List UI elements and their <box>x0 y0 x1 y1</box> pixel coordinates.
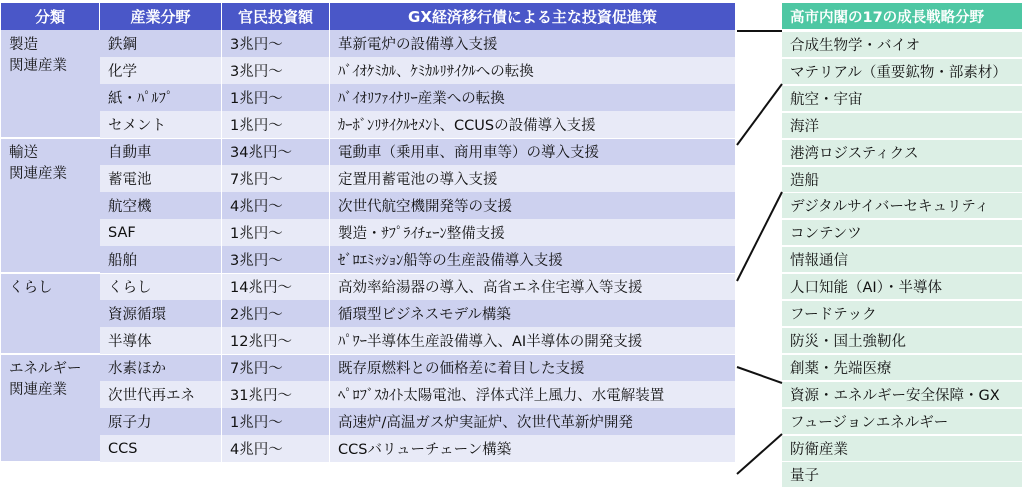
industry-field-cell: 航空機 <box>100 192 222 219</box>
investment-amount-cell: 4兆円〜 <box>222 435 330 462</box>
connector-line <box>737 434 782 474</box>
investment-amount-cell: 7兆円〜 <box>222 165 330 192</box>
investment-amount-cell: 31兆円〜 <box>222 381 330 408</box>
category-cell: エネルギー 関連産業 <box>1 354 100 462</box>
industry-field-cell: 蓄電池 <box>100 165 222 192</box>
industry-field-cell: 原子力 <box>100 408 222 435</box>
industry-field-cell: 次世代再エネ <box>100 381 222 408</box>
investment-measure-cell: 電動車（乗用車、商用車等）の導入支援 <box>330 138 736 165</box>
investment-amount-cell: 3兆円〜 <box>222 57 330 84</box>
header-category: 分類 <box>1 3 100 30</box>
investment-measure-cell: ｶｰﾎﾞﾝﾘｻｲｸﾙｾﾒﾝﾄ、CCUSの設備導入支援 <box>330 111 736 138</box>
investment-amount-cell: 34兆円〜 <box>222 138 330 165</box>
investment-measure-cell: ﾊﾟﾜｰ半導体生産設備導入、AI半導体の開発支援 <box>330 327 736 354</box>
header-amount: 官民投資額 <box>222 3 330 30</box>
industry-field-cell: CCS <box>100 435 222 462</box>
strategy-item: 防災・国土強靭化 <box>782 328 1022 353</box>
header-field: 産業分野 <box>100 3 222 30</box>
strategy-item: マテリアル（重要鉱物・部素材） <box>782 59 1022 84</box>
industry-field-cell: 水素ほか <box>100 354 222 381</box>
connector-line <box>737 192 782 281</box>
connector-line <box>737 367 782 383</box>
investment-measure-cell: ﾍﾟﾛﾌﾞｽｶｲﾄ太陽電池、浮体式洋上風力、水電解装置 <box>330 381 736 408</box>
investment-amount-cell: 3兆円〜 <box>222 30 330 57</box>
strategy-item: 港湾ロジスティクス <box>782 140 1022 165</box>
strategy-item: 創薬・先端医療 <box>782 355 1022 380</box>
industry-field-cell: くらし <box>100 273 222 300</box>
investment-measure-cell: ﾊﾞｲｵｹﾐｶﾙ、ｹﾐｶﾙﾘｻｲｸﾙへの転換 <box>330 57 736 84</box>
investment-amount-cell: 12兆円〜 <box>222 327 330 354</box>
category-cell: くらし <box>1 273 100 354</box>
investment-measure-cell: 高速炉/高温ガス炉実証炉、次世代革新炉開発 <box>330 408 736 435</box>
investment-measure-cell: ﾊﾞｲｵﾘﾌｧｲﾅﾘｰ産業への転換 <box>330 84 736 111</box>
investment-amount-cell: 1兆円〜 <box>222 84 330 111</box>
investment-measure-cell: 定置用蓄電池の導入支援 <box>330 165 736 192</box>
industry-field-cell: SAF <box>100 219 222 246</box>
industry-field-cell: 化学 <box>100 57 222 84</box>
investment-measure-cell: 高効率給湯器の導入、高省エネ住宅導入等支援 <box>330 273 736 300</box>
industry-field-cell: 半導体 <box>100 327 222 354</box>
category-cell: 製造 関連産業 <box>1 30 100 138</box>
investment-amount-cell: 14兆円〜 <box>222 273 330 300</box>
investment-measure-cell: 製造・ｻﾌﾟﾗｲﾁｪｰﾝ整備支援 <box>330 219 736 246</box>
strategy-item: フュージョンエネルギー <box>782 409 1022 434</box>
strategy-item: 防衛産業 <box>782 436 1022 461</box>
industry-field-cell: 資源循環 <box>100 300 222 327</box>
investment-measure-cell: 革新電炉の設備導入支援 <box>330 30 736 57</box>
strategy-item: 航空・宇宙 <box>782 86 1022 111</box>
strategy-header: 高市内閣の17の成長戦略分野 <box>782 3 1022 29</box>
strategy-item: 資源・エネルギー安全保障・GX <box>782 382 1022 407</box>
investment-measure-cell: CCSバリューチェーン構築 <box>330 435 736 462</box>
header-measure: GX経済移行債による主な投資促進策 <box>330 3 736 30</box>
industry-field-cell: 鉄鋼 <box>100 30 222 57</box>
industry-field-cell: 紙・ﾊﾟﾙﾌﾟ <box>100 84 222 111</box>
connector-line <box>737 84 782 145</box>
strategy-item: 合成生物学・バイオ <box>782 32 1022 57</box>
strategy-item: コンテンツ <box>782 220 1022 245</box>
strategy-item: 量子 <box>782 462 1022 487</box>
investment-amount-cell: 7兆円〜 <box>222 354 330 381</box>
strategy-item: 海洋 <box>782 113 1022 138</box>
investment-amount-cell: 1兆円〜 <box>222 408 330 435</box>
investment-amount-cell: 4兆円〜 <box>222 192 330 219</box>
investment-measure-cell: ｾﾞﾛｴﾐｯｼｮﾝ船等の生産設備導入支援 <box>330 246 736 273</box>
category-cell: 輸送 関連産業 <box>1 138 100 273</box>
investment-amount-cell: 2兆円〜 <box>222 300 330 327</box>
strategy-item: 人口知能（AI）・半導体 <box>782 274 1022 299</box>
investment-amount-cell: 1兆円〜 <box>222 219 330 246</box>
investment-measure-cell: 既存原燃料との価格差に着目した支援 <box>330 354 736 381</box>
investment-measure-cell: 次世代航空機開発等の支援 <box>330 192 736 219</box>
industry-field-cell: セメント <box>100 111 222 138</box>
industry-field-cell: 自動車 <box>100 138 222 165</box>
investment-amount-cell: 3兆円〜 <box>222 246 330 273</box>
strategy-item: デジタルサイバーセキュリティ <box>782 193 1022 218</box>
strategy-item: 造船 <box>782 167 1022 192</box>
strategy-item: フードテック <box>782 301 1022 326</box>
investment-amount-cell: 1兆円〜 <box>222 111 330 138</box>
industry-field-cell: 船舶 <box>100 246 222 273</box>
strategy-item: 情報通信 <box>782 247 1022 272</box>
investment-measure-cell: 循環型ビジネスモデル構築 <box>330 300 736 327</box>
